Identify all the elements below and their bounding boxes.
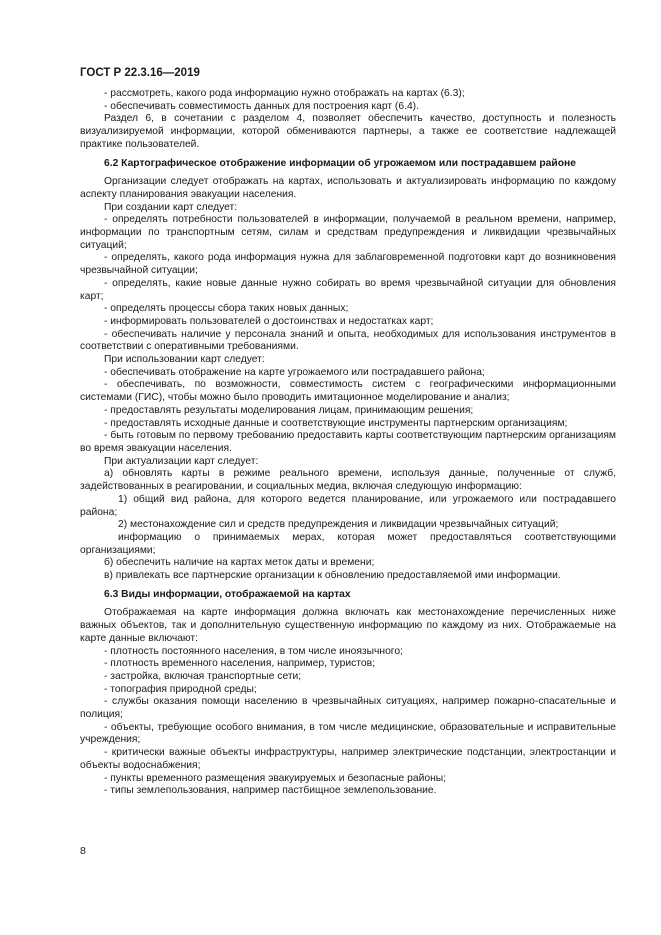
list-item: 1) общий вид района, для которого ведется планирование, или угрожаемого или пострадавшего района; xyxy=(80,493,616,518)
list-item: - типы землепользования, например пастбищное землепользование. xyxy=(104,785,437,797)
list-item: - предоставлять результаты моделирования лицам, принимающим решения; xyxy=(104,404,474,416)
list-item: - обеспечивать совместимость данных для построения карт (6.4). xyxy=(104,100,419,112)
list-item: - быть готовым по первому требованию предоставить карты соответствующим партнерским организациям во время эвакуации населения. xyxy=(80,430,616,454)
list-item: - обеспечивать наличие у персонала знаний и опыта, необходимых для использования инструментов в соответствии с оперативными требованиями. xyxy=(80,328,616,353)
paragraph: Отображаемая на карте информация должна включать как местонахождение перечисленных ниже важных объектов, так и дополнительную существенную информацию по каждому из них. Отображаемые на карте данные включают: xyxy=(80,607,616,644)
list-item: а) обновлять карты в режиме реального времени, используя данные, полученные от служб, задействованных в реагировании, и социальных медиа, включая следующую информацию: xyxy=(80,468,616,493)
list-item: в) привлекать все партнерские организации к обновлению предоставляемой ими информации. xyxy=(104,570,561,582)
section-heading-6-3: 6.3 Виды информации, отображаемой на картах xyxy=(104,588,351,600)
list-item: - обеспечивать, по возможности, совместимость систем с географическими информационными системами (ГИС), чтобы можно было проводить имитационное моделирование и анализ; xyxy=(80,379,616,404)
list-item: 2) местонахождение сил и средств предупреждения и ликвидации чрезвычайных ситуаций; xyxy=(118,519,559,531)
list-item: - службы оказания помощи населению в чрезвычайных ситуациях, например пожарно-спасательные и полиция; xyxy=(80,696,616,721)
paragraph: Организации следует отображать на картах, использовать и актуализировать информацию по каждому аспекту планирования эвакуации населения. xyxy=(80,176,616,200)
list-item: - топография природной среды; xyxy=(104,683,257,695)
page-number: 8 xyxy=(80,845,86,857)
list-item: - рассмотреть, какого рода информацию нужно отображать на картах (6.3); xyxy=(104,88,465,99)
paragraph: При создании карт следует: xyxy=(104,201,238,213)
document-header: ГОСТ Р 22.3.16—2019 xyxy=(80,67,200,79)
list-item: - обеспечивать отображение на карте угрожаемого или пострадавшего района; xyxy=(104,366,485,378)
list-item: - предоставлять исходные данные и соответствующие инструменты партнерским организациям; xyxy=(104,417,568,429)
list-item: - определять потребности пользователей в информации, получаемой в реальном времени, например, информации по транспортным сетям, силам и средствам предупреждения и ликвидации чрезвычайных ситуаций; xyxy=(80,214,616,251)
paragraph: Раздел 6, в сочетании с разделом 4, позволяет обеспечить качество, доступность и полезность визуализируемой информации, которой обмениваются партнеры, а также ее соответствие надлежащей практике пользователей. xyxy=(80,113,616,150)
list-item: - объекты, требующие особого внимания, в том числе медицинские, образовательные и исправительные учреждения; xyxy=(80,721,616,746)
list-item: - плотность временного населения, например, туристов; xyxy=(104,658,375,670)
list-item: - информировать пользователей о достоинствах и недостатках карт; xyxy=(104,315,434,327)
document-body xyxy=(80,88,616,798)
list-item: информацию о принимаемых мерах, которая может предоставляться соответствующими организациями; xyxy=(80,531,616,556)
list-item: - определять, какого рода информация нужна для заблаговременной подготовки карт до возникновения чрезвычайной ситуации; xyxy=(80,252,616,277)
list-item: - пункты временного размещения эвакуируемых и безопасные районы; xyxy=(104,772,447,784)
list-item: - определять процессы сбора таких новых данных; xyxy=(104,303,349,315)
section-heading-6-2: 6.2 Картографическое отображение информации об угрожаемом или пострадавшем районе xyxy=(104,157,576,169)
list-item: б) обеспечить наличие на картах меток даты и времени; xyxy=(104,557,375,569)
paragraph: При использовании карт следует: xyxy=(104,354,265,366)
list-item: - определять, какие новые данные нужно собирать во время чрезвычайной ситуации для обновления карт; xyxy=(80,277,616,302)
list-item: - застройка, включая транспортные сети; xyxy=(104,670,302,682)
list-item: - критически важные объекты инфраструктуры, например электрические подстанции, электростанции и объекты водоснабжения; xyxy=(80,747,616,771)
list-item: - плотность постоянного населения, в том числе иноязычного; xyxy=(104,645,403,657)
paragraph: При актуализации карт следует: xyxy=(104,455,259,467)
